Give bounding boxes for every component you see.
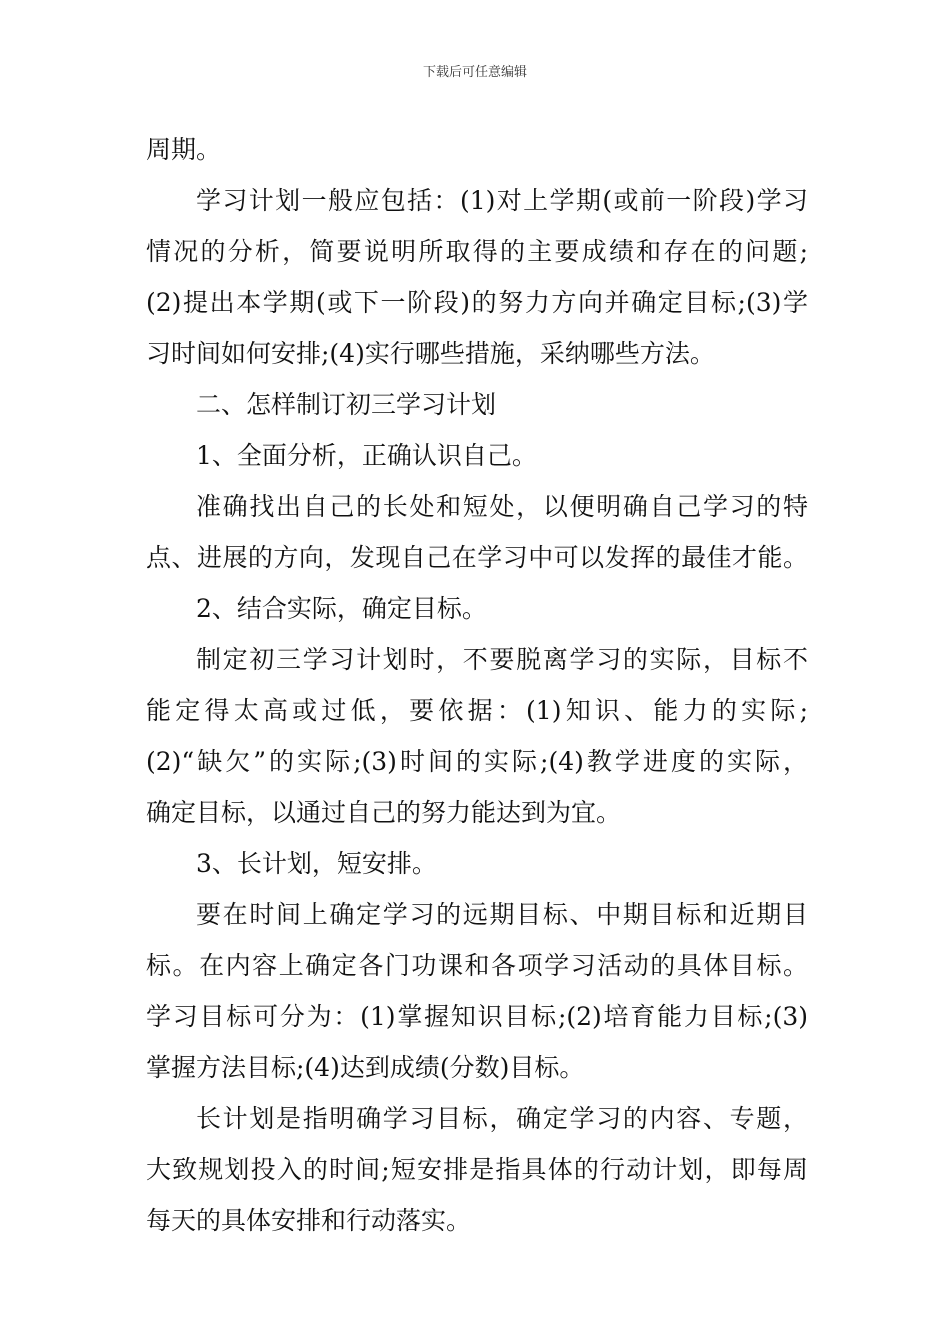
text-line: 习时间如何安排;(4)实行哪些措施，采纳哪些方法。 — [146, 339, 715, 368]
text-line: 确定目标，以通过自己的努力能达到为宜。 — [146, 798, 622, 827]
text-line: 大致规划投入的时间;短安排是指具体的行动计划，即每周 — [146, 1155, 808, 1184]
text-line: (2)提出本学期(或下一阶段)的努力方向并确定目标;(3)学 — [146, 288, 808, 317]
text-line: 长计划是指明确学习目标，确定学习的内容、专题， — [196, 1104, 808, 1133]
text-line: 点、进展的方向，发现自己在学习中可以发挥的最佳才能。 — [146, 543, 808, 572]
subsection-heading: 2、结合实际，确定目标。 — [196, 594, 487, 623]
text-line: 掌握方法目标;(4)达到成绩(分数)目标。 — [146, 1053, 585, 1082]
text-line: 标。在内容上确定各门功课和各项学习活动的具体目标。 — [146, 951, 808, 980]
text-line: (2)“缺欠”的实际;(3)时间的实际;(4)教学进度的实际， — [146, 747, 808, 776]
page-header: 下载后可任意编辑 — [422, 65, 527, 80]
text-line: 每天的具体安排和行动落实。 — [146, 1206, 472, 1235]
text-line: 情况的分析，简要说明所取得的主要成绩和存在的问题; — [146, 237, 808, 266]
text-line: 学习目标可分为：(1)掌握知识目标;(2)培育能力目标;(3) — [146, 1002, 808, 1031]
subsection-heading: 3、长计划，短安排。 — [196, 849, 437, 878]
text-line: 制定初三学习计划时，不要脱离学习的实际，目标不 — [196, 645, 808, 674]
document-body — [146, 124, 808, 1246]
text-line: 学习计划一般应包括：(1)对上学期(或前一阶段)学习 — [196, 186, 808, 215]
text-line: 周期。 — [146, 135, 222, 164]
text-line: 能定得太高或过低，要依据：(1)知识、能力的实际; — [146, 696, 808, 725]
section-heading: 二、怎样制订初三学习计划 — [196, 390, 497, 419]
text-line: 要在时间上确定学习的远期目标、中期目标和近期目 — [196, 900, 808, 929]
text-line: 准确找出自己的长处和短处，以便明确自己学习的特 — [196, 492, 808, 521]
subsection-heading: 1、全面分析，正确认识自己。 — [196, 441, 537, 470]
